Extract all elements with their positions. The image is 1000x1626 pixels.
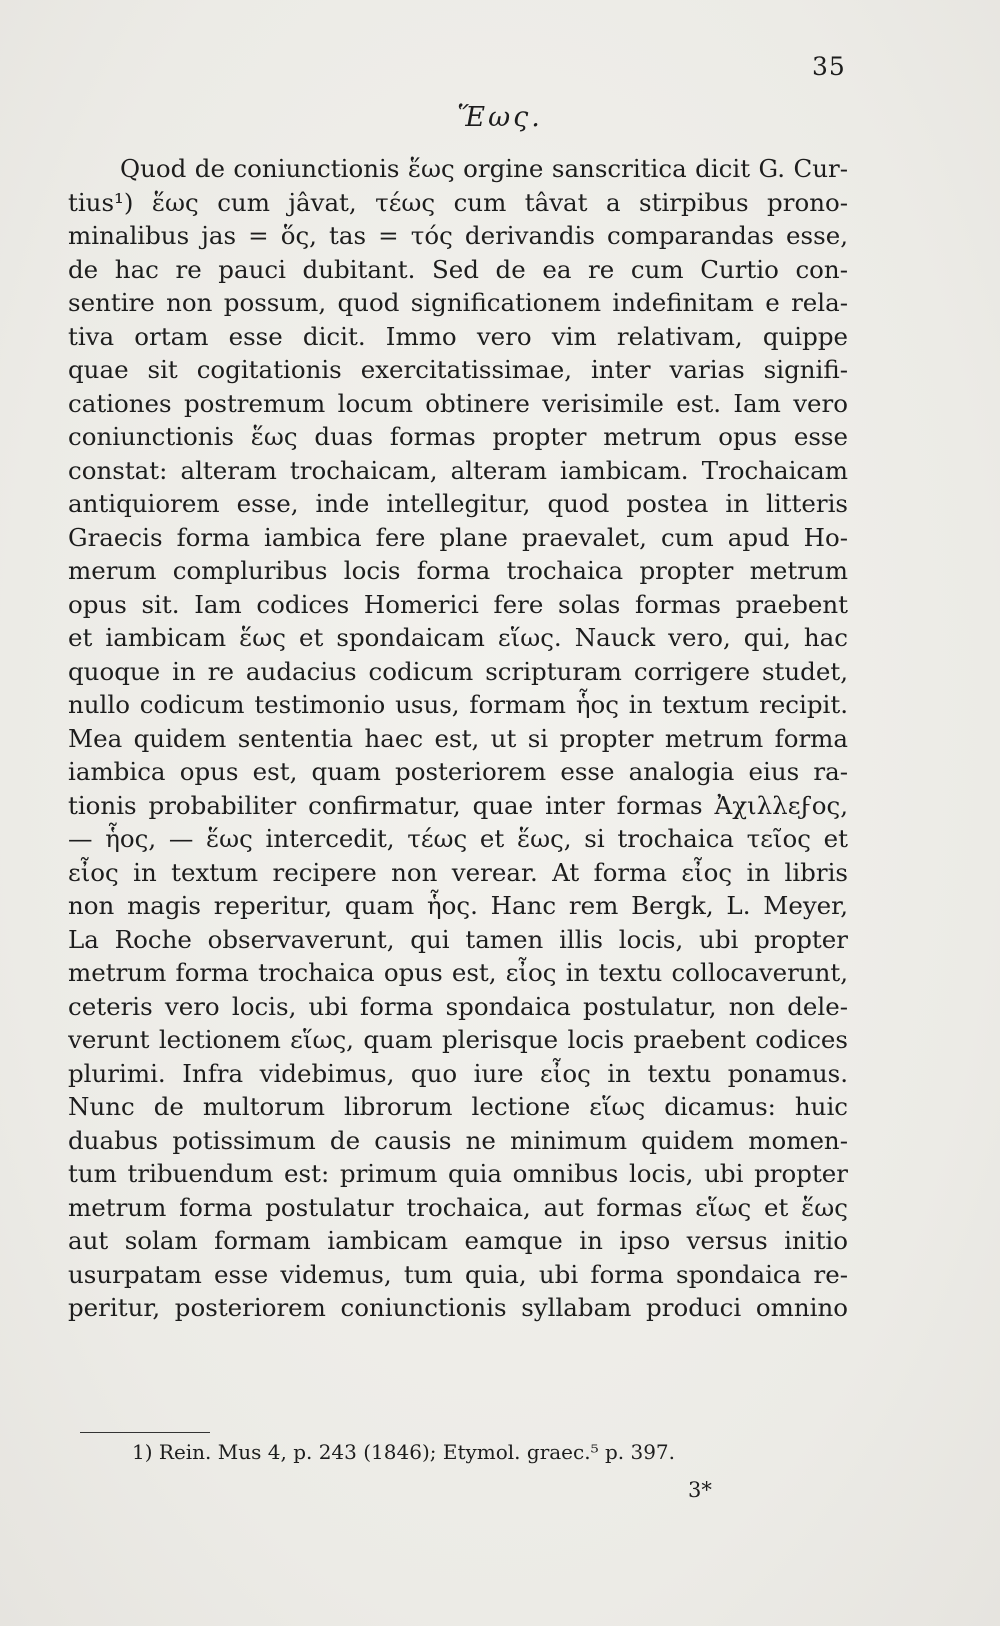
text-line: verunt lectionem εἵως, quam plerisque locis praebent codices [68,1025,848,1054]
text-line: metrum forma postulatur trochaica, aut formas εἵως et ἕως [68,1192,848,1222]
text-line: non magis reperitur, quam ἧος. Hanc rem Bergk, L. Meyer, [68,891,848,920]
text-line: tius¹) ἕως cum jâvat, τέως cum tâvat a stirpibus prono- [68,187,848,217]
text-line: de hac re pauci dubitant. Sed de ea re cum Curtio con- [68,254,848,284]
footnote: 1) Rein. Mus 4, p. 243 (1846); Etymol. graec.⁵ p. 397. [132,1440,675,1464]
text-line: ceteris vero locis, ubi forma spondaica postulatur, non dele- [68,991,848,1021]
footnote-rule [80,1432,210,1433]
text-line: Mea quidem sententia haec est, ut si propter metrum forma [68,723,848,753]
text-line: tionis probabiliter confirmatur, quae inter formas Ἀχιλλεϝος, [68,790,848,820]
text-line: et iambicam ἕως et spondaicam εἵως. Nauck vero, qui, hac [68,623,848,652]
body-text [68,152,848,1325]
page-number: 35 [812,52,846,81]
text-line: Graecis forma iambica fere plane praevalet, cum apud Ho- [68,522,848,552]
text-line: duabus potissimum de causis ne minimum quidem momen- [68,1125,848,1155]
signature-mark: 3* [688,1478,712,1502]
text-line: peritur, posteriorem coniunctionis syllabam produci omnino [68,1293,848,1322]
section-heading: Ἕως. [457,102,543,133]
text-line: quoque in re audacius codicum scripturam corrigere studet, [68,656,848,686]
text-line: minalibus jas = ὅς, tas = τός derivandis comparandas esse, [68,221,848,250]
text-line: εἶος in textum recipere non verear. At forma εἶος in libris [68,857,848,887]
text-line: iambica opus est, quam posteriorem esse analogia eius ra- [68,757,848,786]
text-line: La Roche observaverunt, qui tamen illis locis, ubi propter [68,924,848,954]
text-line: coniunctionis ἕως duas formas propter metrum opus esse [68,422,848,451]
text-line: plurimi. Infra videbimus, quo iure εἶος in textu ponamus. [68,1058,848,1088]
text-line: Nunc de multorum librorum lectione εἵως dicamus: huic [68,1092,848,1121]
text-line: constat: alteram trochaicam, alteram iambicam. Trochaicam [68,455,848,485]
text-line: — ἧος, — ἕως intercedit, τέως et ἕως, si trochaica τεῖος et [68,824,848,853]
text-line: quae sit cogitationis exercitatissimae, inter varias signifi- [68,355,848,384]
text-line: metrum forma trochaica opus est, εἶος in textu collocaverunt, [68,958,848,987]
text-line: opus sit. Iam codices Homerici fere solas formas praebent [68,589,848,619]
text-line: aut solam formam iambicam eamque in ipso versus initio [68,1226,848,1255]
text-line: usurpatam esse videmus, tum quia, ubi forma spondaica re- [68,1259,848,1289]
text-line: sentire non possum, quod significationem indefinitam e rela- [68,288,848,317]
text-line: tiva ortam esse dicit. Immo vero vim relativam, quippe [68,321,848,351]
text-line: tum tribuendum est: primum quia omnibus locis, ubi propter [68,1159,848,1188]
text-line: cationes postremum locum obtinere verisimile est. Iam vero [68,388,848,418]
text-line: nullo codicum testimonio usus, formam ἧος in textum recipit. [68,690,848,719]
text-line: Quod de coniunctionis ἕως orgine sanscritica dicit G. Cur- [120,154,848,183]
text-line: merum compluribus locis forma trochaica propter metrum [68,556,848,585]
text-line: antiquiorem esse, inde intellegitur, quod postea in litteris [68,489,848,518]
